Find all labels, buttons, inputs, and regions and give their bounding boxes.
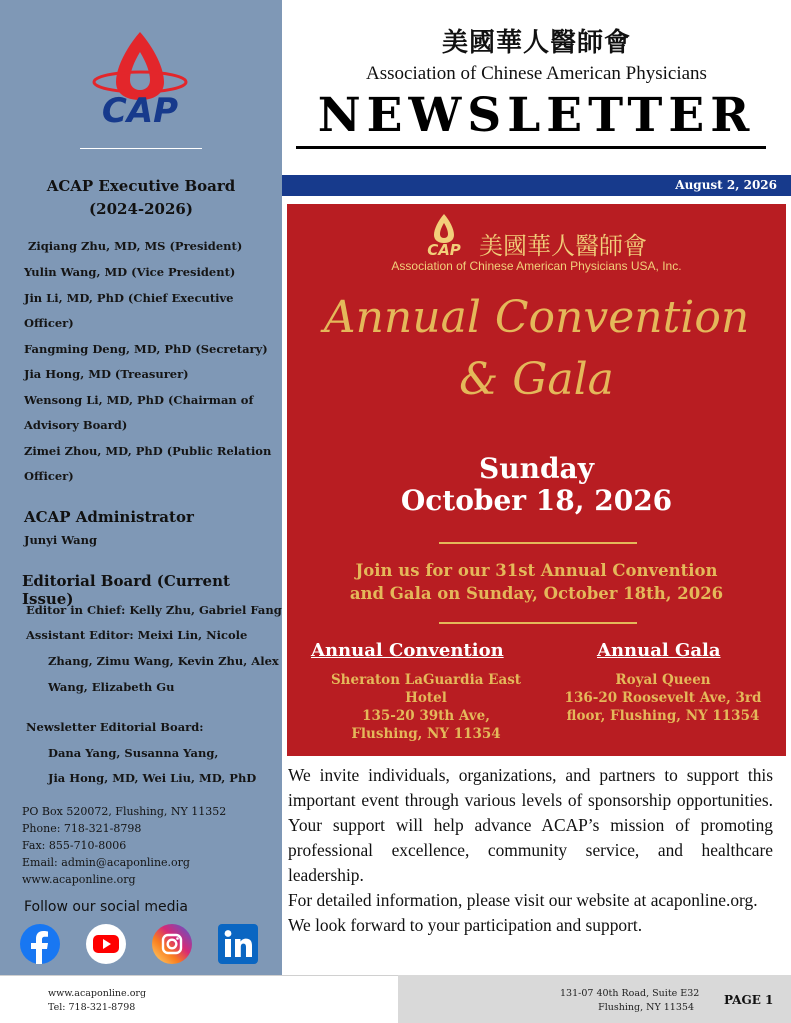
newsletter-board-heading: Newsletter Editorial Board: [26, 720, 204, 734]
convention-venue: Sheraton LaGuardia East Hotel 135-20 39th Ave, Flushing, NY 11354 [330, 672, 522, 742]
exec-member: Fangming Deng, MD, PhD (Secretary) [24, 342, 268, 356]
sidebar [0, 0, 282, 975]
masthead-title: NEWSLETTER [317, 88, 756, 143]
closing-paragraph: We look forward to your participation and support. [288, 915, 643, 935]
email[interactable]: Email: admin@acaponline.org [22, 856, 190, 869]
poster-logo-text: CAP [427, 241, 461, 258]
instagram-icon[interactable] [152, 924, 192, 964]
poster-chinese-title: 美國華人醫師會 [479, 232, 647, 260]
article-body [288, 763, 773, 938]
convention-heading: Annual Convention [311, 640, 504, 661]
editorial-line: Zhang, Zimu Wang, Kevin Zhu, Alex [48, 654, 279, 668]
exec-member: Yulin Wang, MD (Vice President) [24, 265, 236, 279]
exec-member: Ziqiang Zhu, MD, MS (President) [28, 239, 243, 253]
footer-website[interactable]: www.acaponline.org [48, 988, 147, 999]
website-link[interactable]: www.acaponline.org [22, 873, 136, 886]
footer-address-2: Flushing, NY 11354 [598, 1002, 694, 1013]
exec-member: Wensong Li, MD, PhD (Chairman of [24, 393, 254, 407]
footer-phone: Tel: 718-321-8798 [48, 1002, 136, 1013]
footer-address-1: 131-07 40th Road, Suite E32 [560, 988, 700, 999]
exec-board-heading: ACAP Executive Board (2024-2026) [46, 177, 236, 218]
acap-logo [72, 28, 208, 128]
poster-event-subtitle: & Gala [459, 354, 614, 405]
newsletter-board-line: Jia Hong, MD, Wei Liu, MD, PhD [48, 771, 257, 785]
logo-text: CAP [101, 91, 179, 128]
contact-info [22, 803, 226, 888]
poster-invite: Join us for our 31st Annual Convention and Gala on Sunday, October 18th, 2026 [349, 561, 724, 603]
website-paragraph: For detailed information, please visit our website at acaponline.org. [288, 890, 758, 910]
poster-rule-top [439, 542, 637, 544]
exec-member: Jin Li, MD, PhD (Chief Executive [24, 291, 234, 305]
footer-left [0, 975, 398, 1023]
editorial-line: Editor in Chief: Kelly Zhu, Gabriel Fang [26, 603, 282, 617]
facebook-icon[interactable] [20, 924, 60, 964]
editorial-line: Assistant Editor: Meixi Lin, Nicole [26, 628, 248, 642]
editorial-heading: Editorial Board (Current Issue) [22, 572, 230, 608]
poster-event-title: Annual Convention [323, 292, 750, 343]
exec-member: Zimei Zhou, MD, PhD (Public Relation [24, 444, 272, 458]
poster-rule-bottom [439, 622, 637, 624]
exec-member: Jia Hong, MD (Treasurer) [24, 367, 189, 381]
page-number: PAGE 1 [724, 993, 774, 1007]
masthead-chinese-title: 美國華人醫師會 [441, 28, 631, 58]
newsletter-board-line: Dana Yang, Susanna Yang, [48, 746, 219, 760]
poster-day: Sunday [479, 452, 594, 485]
poster-logo [415, 212, 473, 258]
gala-venue: Royal Queen 136-20 Roosevelt Ave, 3rd floor, Flushing, NY 11354 [564, 672, 762, 724]
admin-name: Junyi Wang [24, 533, 97, 547]
gala-heading: Annual Gala [597, 640, 721, 661]
follow-label: Follow our social media [24, 899, 188, 915]
logo-divider [80, 148, 202, 149]
editorial-line: Wang, Elizabeth Gu [48, 680, 175, 694]
sponsorship-paragraph: We invite individuals, organizations, and partners to support this important event through various levels of sponsorship opportunities. Your support will help advance ACAP’s mission of promoting professional excellence, community service, and healthcare leadership. [288, 765, 773, 885]
poster-date: October 18, 2026 [400, 484, 673, 517]
masthead-rule [296, 146, 766, 149]
exec-member: Officer) [24, 469, 74, 483]
phone: Phone: 718-321-8798 [22, 822, 142, 835]
youtube-icon[interactable] [86, 924, 126, 964]
exec-member: Advisory Board) [24, 418, 128, 432]
fax: Fax: 855-710-8006 [22, 839, 127, 852]
event-poster [287, 204, 786, 756]
date-bar [282, 175, 791, 196]
admin-heading: ACAP Administrator [24, 508, 194, 526]
poster-org-name: Association of Chinese American Physicians USA, Inc. [391, 259, 682, 273]
po-box: PO Box 520072, Flushing, NY 11352 [22, 805, 227, 818]
masthead-org-name: Association of Chinese American Physicians [366, 63, 707, 84]
linkedin-icon[interactable] [218, 924, 258, 964]
issue-date: August 2, 2026 [675, 178, 777, 192]
exec-member: Officer) [24, 316, 74, 330]
